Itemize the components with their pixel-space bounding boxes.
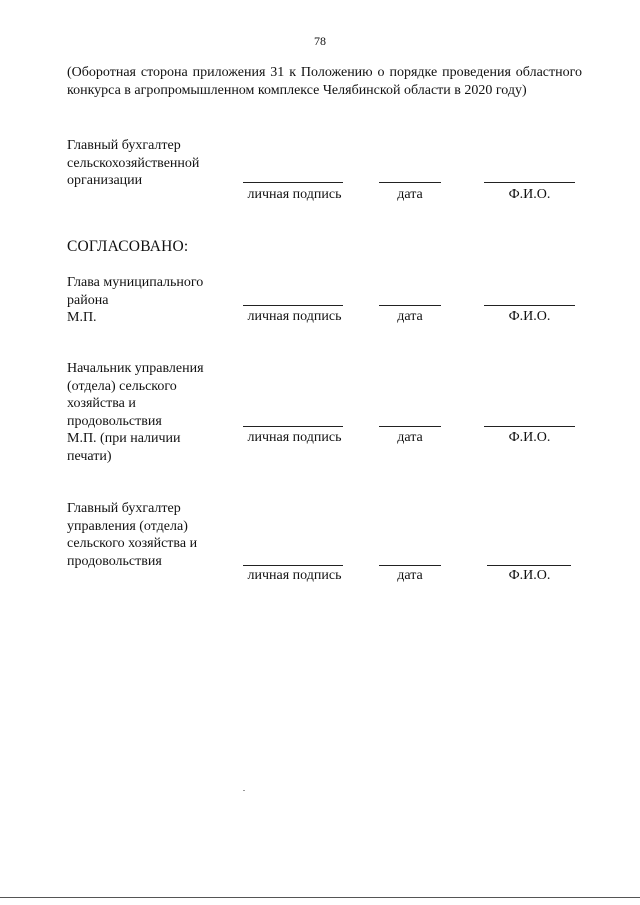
block-1-line: Главный бухгалтер bbox=[67, 138, 181, 153]
block-1-line: организации bbox=[67, 173, 143, 188]
block-1-fio-caption: Ф.И.О. bbox=[508, 187, 551, 202]
agreed-heading: СОГЛАСОВАНО: bbox=[67, 238, 189, 255]
block-1-fio-line bbox=[484, 182, 575, 183]
block-3-line: печати) bbox=[67, 448, 112, 464]
block-3-label bbox=[67, 360, 204, 465]
block-1-date-line bbox=[379, 182, 441, 183]
block-1-line: сельскохозяйственной bbox=[67, 155, 200, 171]
block-3-date-line bbox=[379, 426, 441, 427]
block-3-fio-line bbox=[484, 426, 575, 427]
block-2-signature-caption: личная подпись bbox=[247, 309, 342, 324]
bottom-rule bbox=[0, 897, 640, 898]
block-2-signature-line bbox=[243, 305, 343, 306]
block-4-label bbox=[67, 500, 197, 570]
block-4-line: сельского хозяйства и bbox=[67, 536, 198, 551]
header-note: (Оборотная сторона приложения 31 к Положению о порядке проведения областного конкурса в агропромышленном комплексе Челябинской области в 2020 году) bbox=[67, 65, 582, 98]
block-1-signature-line bbox=[243, 182, 343, 183]
block-2-fio-line bbox=[484, 305, 575, 306]
block-3-line: Начальник управления bbox=[67, 361, 204, 376]
block-2-line: района bbox=[67, 292, 109, 308]
block-1-label bbox=[67, 137, 199, 190]
block-4-signature-line bbox=[243, 565, 343, 566]
block-2-date-caption: дата bbox=[397, 309, 423, 324]
block-3-signature-caption: личная подпись bbox=[247, 430, 342, 445]
block-4-date-caption: дата bbox=[397, 568, 423, 583]
block-3-signature-line bbox=[243, 426, 343, 427]
block-3-line: М.П. (при наличии bbox=[67, 431, 181, 446]
block-1-date-caption: дата bbox=[397, 187, 423, 202]
block-2-line: М.П. bbox=[67, 310, 97, 325]
block-2-date-line bbox=[379, 305, 441, 306]
block-3-fio-caption: Ф.И.О. bbox=[508, 430, 551, 445]
block-1-signature-caption: личная подпись bbox=[247, 187, 342, 202]
block-2-label bbox=[67, 274, 203, 327]
scan-speck bbox=[243, 790, 245, 791]
block-2-fio-caption: Ф.И.О. bbox=[508, 309, 551, 324]
block-4-line: Главный бухгалтер bbox=[67, 501, 181, 516]
block-2-line: Глава муниципального bbox=[67, 275, 204, 290]
block-4-fio-caption: Ф.И.О. bbox=[508, 568, 551, 583]
block-4-date-line bbox=[379, 565, 441, 566]
page-number: 78 bbox=[314, 34, 326, 48]
block-3-line: (отдела) сельского bbox=[67, 378, 177, 394]
block-4-fio-line bbox=[487, 565, 571, 566]
block-3-line: продовольствия bbox=[67, 413, 162, 429]
block-4-line: продовольствия bbox=[67, 553, 162, 569]
block-3-line: хозяйства и bbox=[67, 396, 136, 411]
block-4-signature-caption: личная подпись bbox=[247, 568, 342, 583]
block-4-line: управления (отдела) bbox=[67, 518, 188, 534]
block-3-date-caption: дата bbox=[397, 430, 423, 445]
